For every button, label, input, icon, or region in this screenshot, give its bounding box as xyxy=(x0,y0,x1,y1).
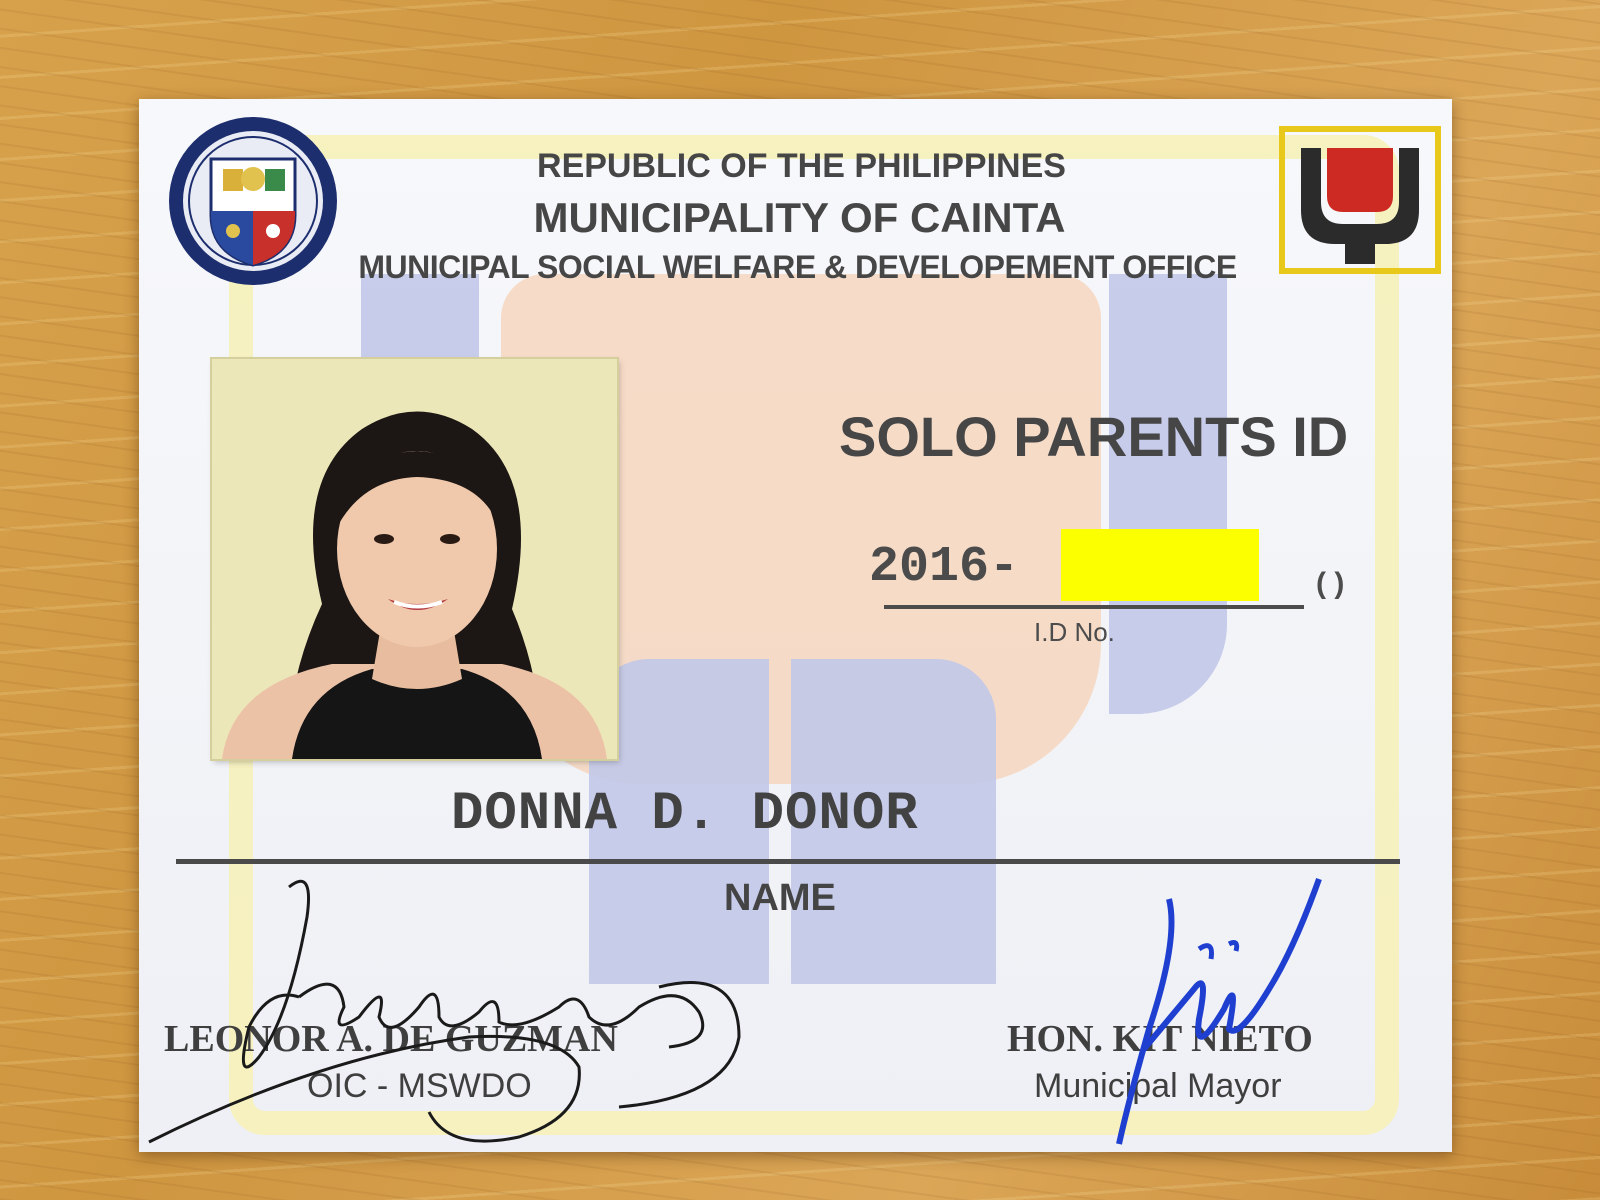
holder-photo xyxy=(212,359,617,759)
id-redaction-box xyxy=(1061,529,1259,601)
id-number: 2016- xyxy=(869,539,1020,596)
right-signatory-name: HON. KIT NIETO xyxy=(1007,1018,1313,1060)
header-municipality: MUNICIPALITY OF CAINTA xyxy=(533,194,1066,241)
id-underline xyxy=(884,605,1304,609)
id-label: I.D No. xyxy=(1034,617,1115,647)
name-underline xyxy=(176,859,1400,864)
left-signatory-name: LEONOR A. DE GUZMAN xyxy=(164,1018,618,1060)
id-paren: ( ) xyxy=(1316,567,1345,600)
right-signatory-title: Municipal Mayor xyxy=(1034,1067,1282,1105)
header-country: REPUBLIC OF THE PHILIPPINES xyxy=(537,147,1066,185)
header-office: MUNICIPAL SOCIAL WELFARE & DEVELOPEMENT OFFICE xyxy=(358,249,1237,285)
card-title: SOLO PARENTS ID xyxy=(839,405,1349,468)
solo-parent-id-card xyxy=(139,99,1452,1152)
holder-name: DONNA D. DONOR xyxy=(451,784,919,845)
left-signatory-title: OIC - MSWDO xyxy=(307,1067,532,1105)
name-label: NAME xyxy=(724,877,836,919)
